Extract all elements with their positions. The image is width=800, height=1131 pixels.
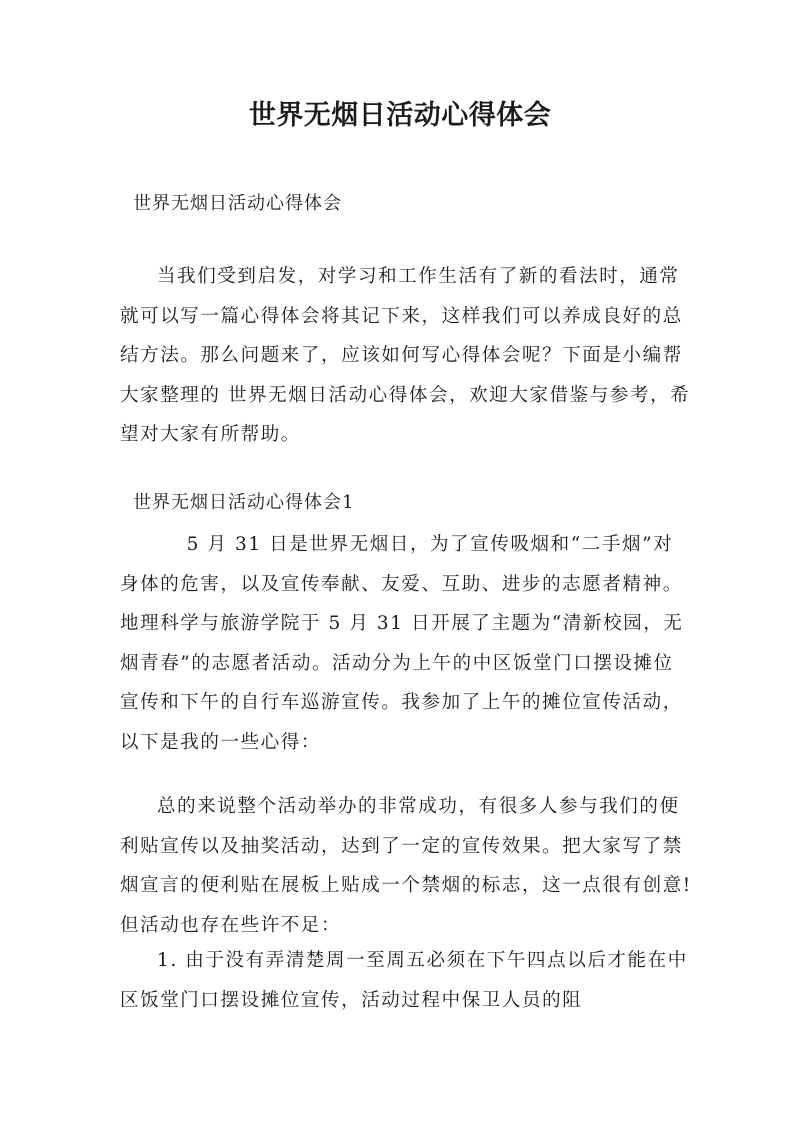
summary-paragraph	[120, 787, 692, 945]
point-1-text: 1. 由于没有弄清楚周一至周五必须在下午四点以后才能在中区饭堂门口摆设摊位宣传，活动过程中保卫人员的阻	[120, 950, 688, 1011]
intro-paragraph	[120, 257, 692, 455]
summary-text: 总的来说整个活动举办的非常成功，有很多人参与我们的便利贴宣传以及抽奖活动，达到了一定的宣传效果。把大家写了禁烟宣言的便利贴在展板上贴成一个禁烟的标志，这一点很有创意!但活动也存在些许不足：	[120, 796, 692, 936]
section-1-paragraph	[120, 525, 692, 762]
point-1-paragraph	[120, 941, 692, 1020]
section-1-text: 5 月 31 日是世界无烟日，为了宣传吸烟和“二手烟”对身体的危害，以及宣传奉献、友爱、互助、进步的志愿者精神。地理科学与旅游学院于 5 月 31 日开展了主题为“清新校园，无烟青春”的志愿者活动。活动分为上午的中区饭堂门口摆设摊位宣传和下午的自行车巡游宣传。我参加了上午的摊位宣传活动，以下是我的一些心得：	[120, 534, 684, 753]
document-subtitle: 世界无烟日活动心得体会	[133, 193, 342, 214]
section-heading-1: 世界无烟日活动心得体会1	[133, 492, 355, 513]
intro-text: 当我们受到启发，对学习和工作生活有了新的看法时，通常就可以写一篇心得体会将其记下来，这样我们可以养成良好的总结方法。那么问题来了，应该如何写心得体会呢？下面是小编帮大家整理的 世界无烟日活动心得体会，欢迎大家借鉴与参考，希望对大家有所帮助。	[120, 266, 691, 445]
document-title: 世界无烟日活动心得体会	[248, 100, 552, 131]
